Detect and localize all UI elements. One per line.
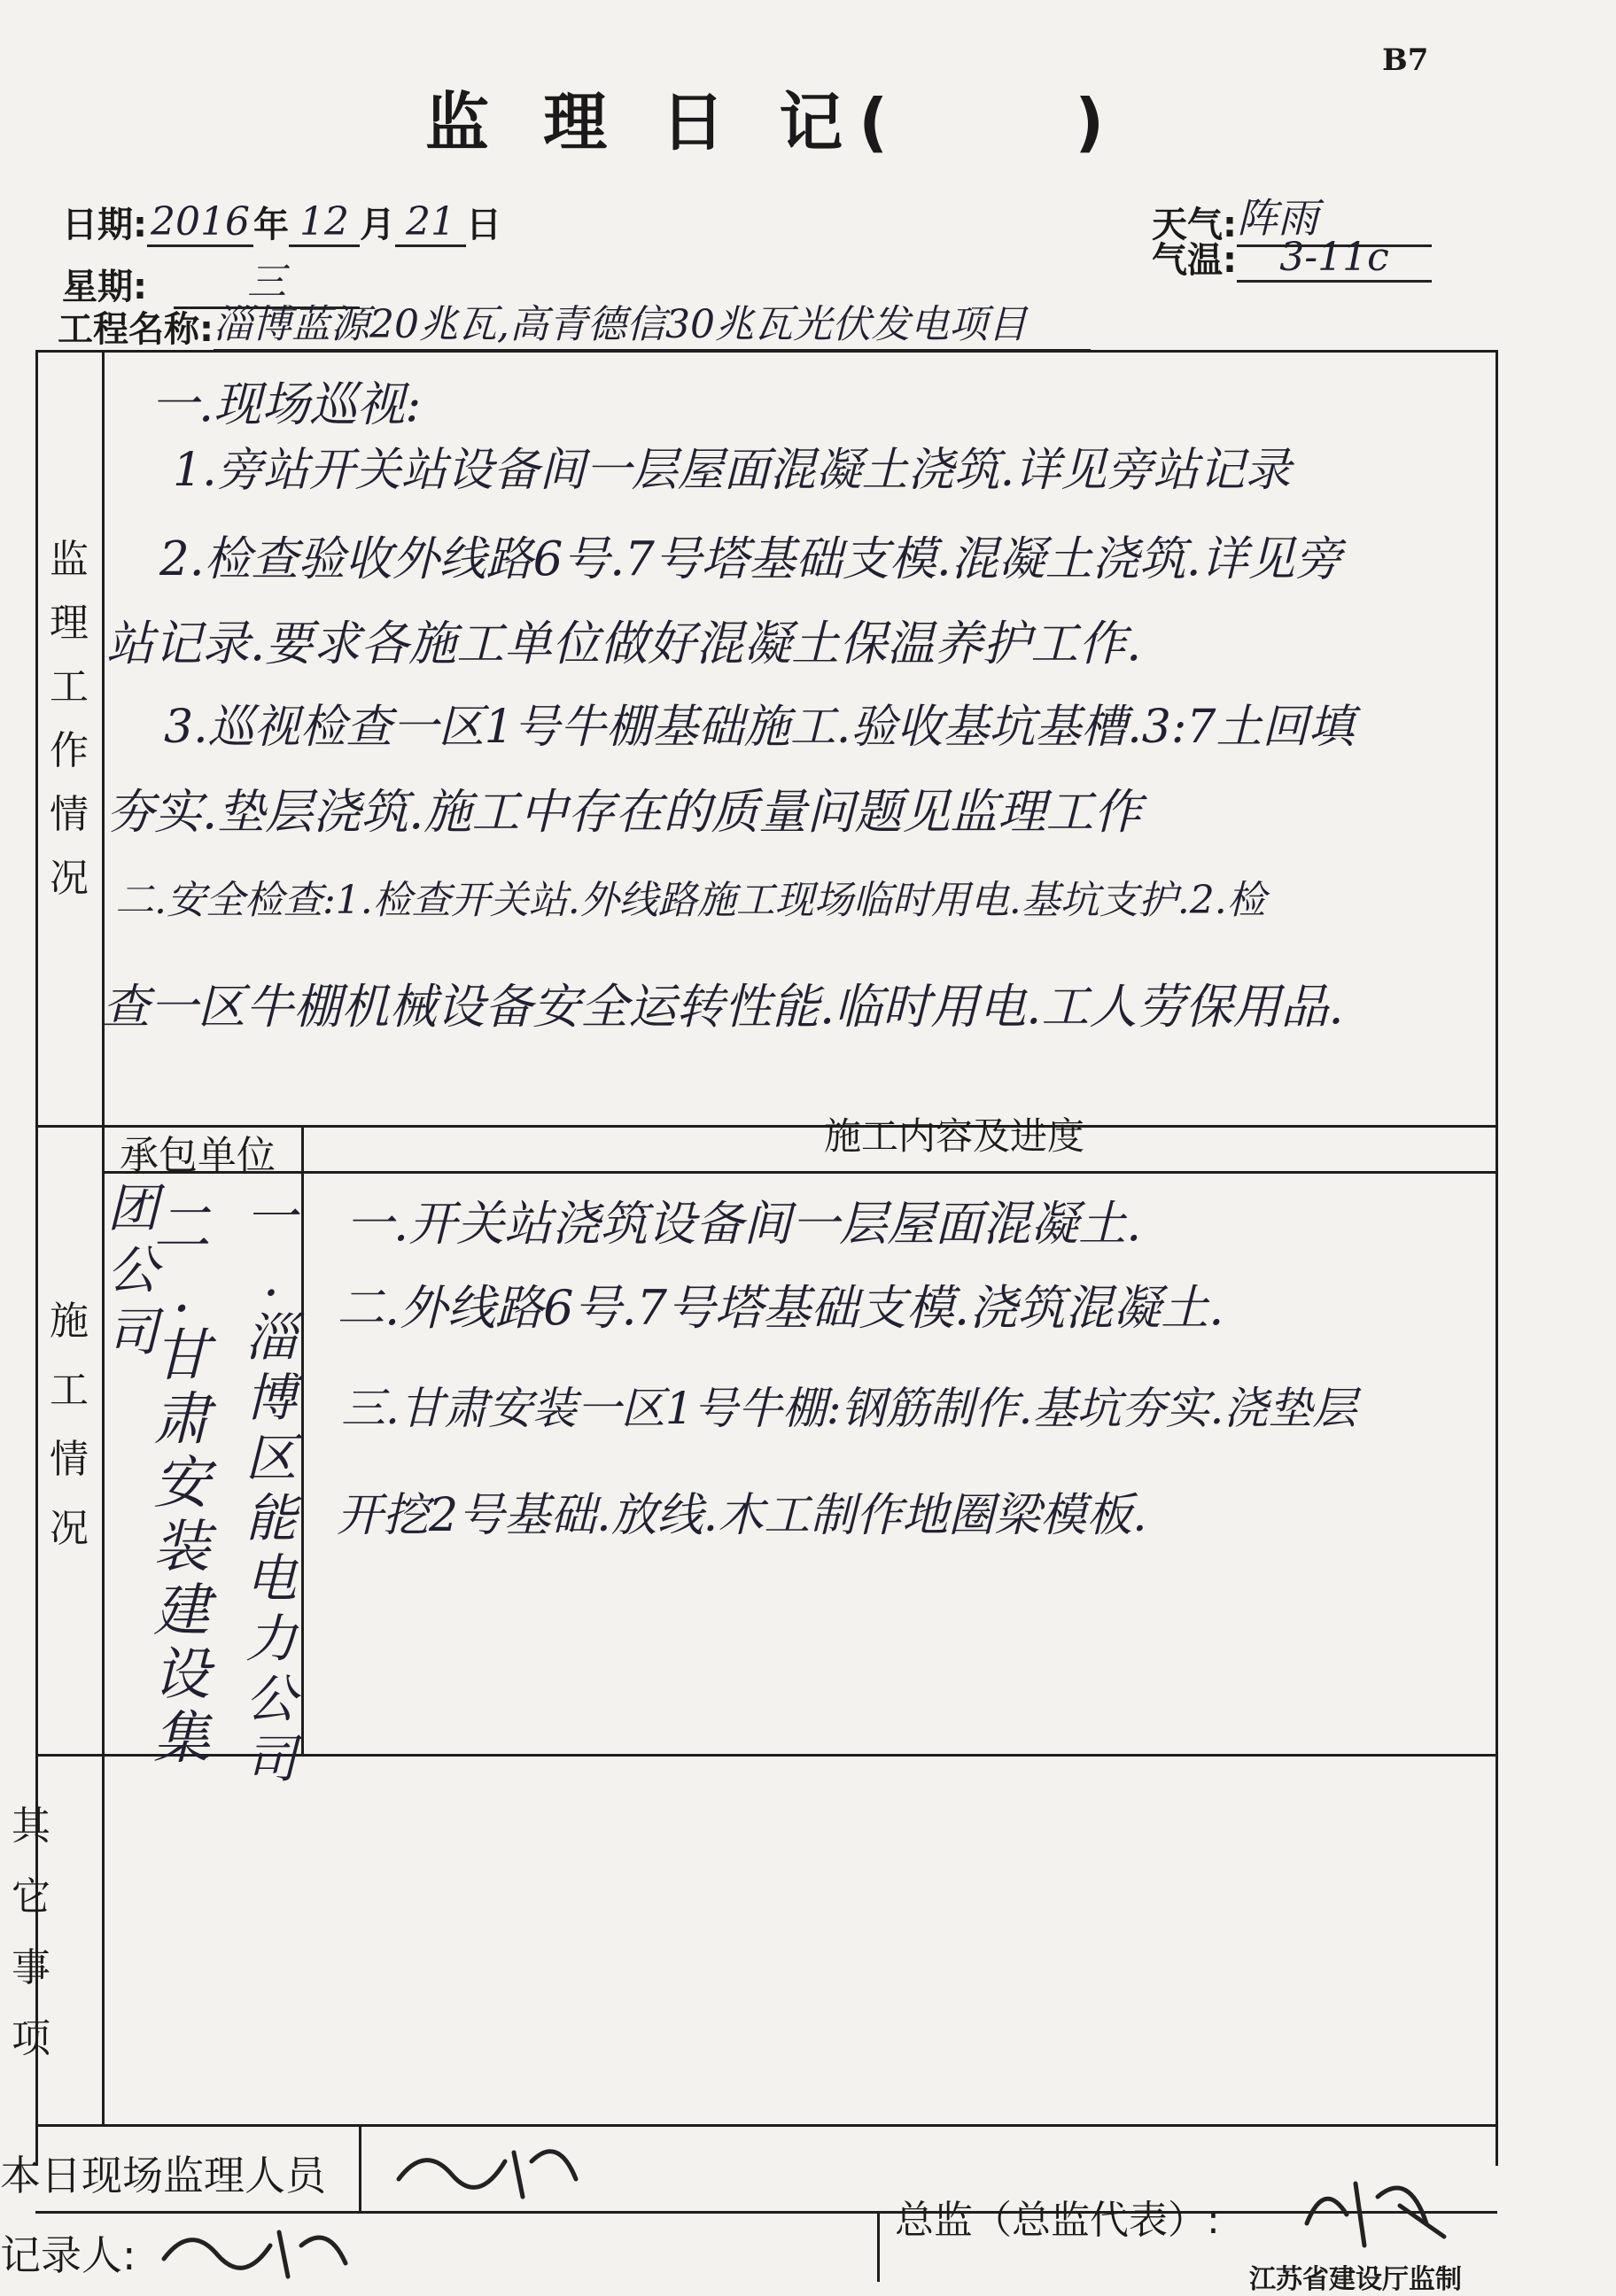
contractor-char: 公 [106, 1240, 159, 1300]
project-label: 工程名称: [58, 309, 214, 350]
contractor-char: . [262, 1247, 280, 1307]
contractor-char: 区 [245, 1428, 297, 1488]
year-unit: 年 [253, 205, 289, 245]
temp-value: 3-11c [1237, 235, 1432, 283]
recorder-signature [155, 2215, 359, 2285]
contractor-column-1 [245, 1187, 298, 1789]
supervision-line: 2.检查验收外线路6号.7号塔基础支模.混凝土浇筑.详见旁 [159, 532, 1342, 586]
supervision-label-char: 情 [50, 792, 89, 837]
supervision-label-char: 况 [50, 856, 89, 901]
construction-section-label [43, 1299, 96, 1551]
staff-label: 本日现场监理人员 [0, 2152, 326, 2199]
other-bottom-border [35, 2124, 1497, 2127]
contractor-char: 建 [153, 1578, 210, 1644]
other-section-label [4, 1803, 58, 2061]
chief-label: 总监（总监代表）: [895, 2198, 1220, 2243]
month-unit: 月 [360, 205, 395, 245]
contractor-char: 电 [245, 1548, 297, 1609]
contractor-char: 能 [245, 1488, 297, 1548]
table-top-border [35, 350, 1497, 353]
supervision-line: 3.巡视检查一区1号牛棚基础施工.验收基坑基槽.3:7土回填 [164, 701, 1355, 754]
weather-value: 阵雨 [1237, 186, 1432, 247]
date-month: 12 [289, 199, 360, 247]
supervision-label-char: 监 [50, 537, 89, 582]
staff-label-divider [359, 2124, 361, 2213]
contractor-column-2 [151, 1196, 213, 1772]
other-label-char: 事 [12, 1945, 50, 1990]
date-year: 2016 [147, 199, 253, 247]
staff-bottom-border [35, 2211, 1497, 2214]
form-code: B7 [1382, 43, 1429, 78]
other-label-char: 项 [12, 2016, 50, 2061]
page-title [425, 71, 1120, 163]
other-label-char: 其 [12, 1803, 50, 1849]
contractor-char: 淄 [245, 1307, 297, 1368]
supervision-line: 二.安全检查:1.检查开关站.外线路施工现场临时用电.基坑支护.2.检 [115, 878, 1266, 923]
date-day: 21 [395, 199, 466, 247]
supervision-label-char: 工 [50, 664, 89, 710]
table-label-column-divider [102, 350, 105, 2126]
contractor-char: 装 [153, 1515, 210, 1580]
progress-line: 开挖2号基础.放线.木工制作地圈梁模板. [337, 1489, 1147, 1542]
contractor-column-divider [301, 1125, 304, 1756]
construction-label-char: 情 [50, 1437, 89, 1482]
page-title-text: 监 理 日 记( [425, 85, 905, 159]
contractor-char: 团 [106, 1178, 159, 1238]
other-label-char: 它 [12, 1874, 50, 1920]
date-label: 日期: [62, 205, 147, 245]
contractor-column-3 [106, 1178, 159, 1362]
contractor-char: 肃 [153, 1387, 210, 1453]
contractor-char: 二 [153, 1196, 210, 1261]
supervision-section-label [43, 537, 96, 901]
supervision-line: 夯实.垫层浇筑.施工中存在的质量问题见监理工作 [106, 784, 1142, 840]
page-title-close: ) [1075, 85, 1121, 159]
temp-row [1152, 232, 1432, 283]
project-row [58, 292, 1091, 352]
weather-label: 天气: [1152, 205, 1237, 245]
supervision-line: 1.旁站开关站设备间一层屋面混凝土浇筑.详见旁站记录 [173, 444, 1292, 497]
chief-label-divider [877, 2211, 880, 2282]
progress-line: 二.外线路6号.7号塔基础支模.浇筑混凝土. [337, 1280, 1224, 1336]
contractor-char: 司 [245, 1729, 297, 1789]
contractor-char: 安 [153, 1451, 210, 1516]
contractor-char: 甘 [153, 1323, 210, 1389]
supervision-label-char: 理 [50, 601, 89, 646]
supervision-label-char: 作 [50, 728, 89, 773]
progress-header: 施工内容及进度 [824, 1114, 1085, 1158]
weekday-label: 星期: [62, 267, 147, 307]
contractor-char: 博 [245, 1368, 297, 1428]
construction-label-char: 工 [50, 1368, 89, 1413]
contractor-char: . [172, 1260, 191, 1325]
construction-header-underline [102, 1171, 1497, 1174]
supervision-line: 查一区牛棚机械设备安全运转性能.临时用电.工人劳保用品. [102, 979, 1344, 1035]
contractor-char: 一 [245, 1187, 297, 1247]
issuer-note: 江苏省建设厅监制 [1249, 2264, 1462, 2295]
contractor-char: 司 [106, 1302, 159, 1362]
progress-line: 三.甘肃安装一区1号牛棚:钢筋制作.基坑夯实.浇垫层 [341, 1383, 1357, 1434]
date-row [62, 197, 501, 247]
supervision-line: 一.现场巡视: [151, 376, 422, 432]
construction-label-char: 施 [50, 1299, 89, 1344]
chief-signature [1294, 2161, 1462, 2259]
progress-line: 一.开关站浇筑设备间一层屋面混凝土. [346, 1196, 1142, 1252]
construction-label-char: 况 [50, 1506, 89, 1551]
recorder-label: 记录人: [0, 2231, 136, 2279]
weekday-value: 三 [174, 250, 360, 309]
supervision-line: 站记录.要求各施工单位做好混凝土保温养护工作. [106, 616, 1142, 671]
contractor-header: 承包单位 [120, 1133, 276, 1178]
contractor-char: 设 [153, 1642, 210, 1708]
contractor-char: 公 [245, 1669, 297, 1729]
contractor-char: 力 [245, 1609, 297, 1669]
staff-signature [390, 2126, 594, 2206]
day-unit: 日 [466, 205, 501, 245]
project-name: 淄博蓝源20兆瓦,高青德信30兆瓦光伏发电项目 [214, 292, 1091, 352]
contractor-char: 集 [153, 1706, 210, 1772]
temp-label: 气温: [1152, 240, 1237, 281]
table-right-border [1496, 350, 1498, 2166]
